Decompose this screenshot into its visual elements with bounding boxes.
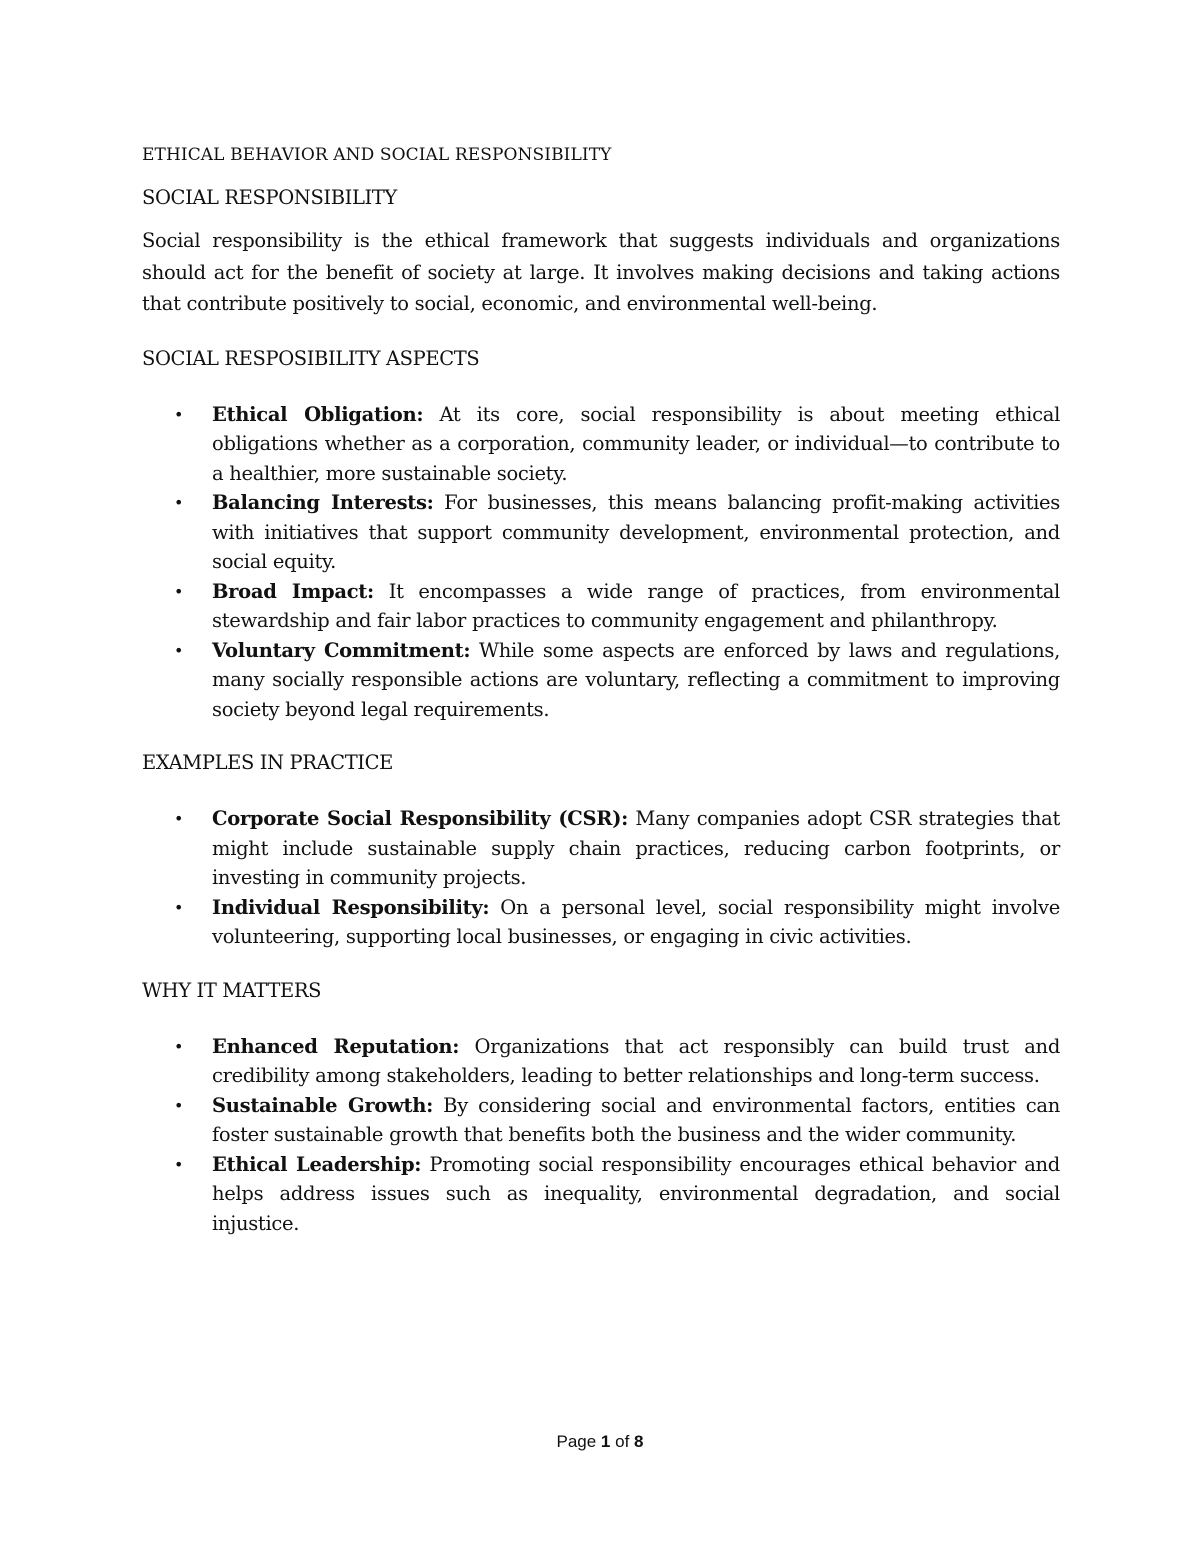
document-title: ETHICAL BEHAVIOR AND SOCIAL RESPONSIBILITY <box>142 145 612 165</box>
bullet-text: On a personal level, social responsibility might involve volunteering, supporting local businesses, or engaging in civic activities. <box>212 895 1060 948</box>
bullet-text: At its core, social responsibility is about meeting ethical obligations whether as a corporation, community leader, or individual—to contribute to a healthier, more sustainable society. <box>212 402 1061 485</box>
bullet-icon: • <box>174 493 184 512</box>
list-item <box>142 1032 1060 1091</box>
bullet-term: Corporate Social Responsibility (CSR): <box>212 807 629 830</box>
intro-paragraph: Social responsibility is the ethical framework that suggests individuals and organizations should act for the benefit of society at large. It involves making decisions and taking actions that contribute positively to social, economic, and environmental well-being. <box>142 229 1060 315</box>
section-heading-aspects: SOCIAL RESPOSIBILITY ASPECTS <box>142 346 480 370</box>
bullet-icon: • <box>174 1095 184 1115</box>
bullet-text: For businesses, this means balancing profit-making activities with initiatives that support community development, environmental protection, and social equity. <box>212 491 1060 573</box>
bullet-term: Individual Responsibility: <box>212 895 490 919</box>
list-item <box>142 636 1060 725</box>
list-item <box>142 1091 1060 1150</box>
list-item <box>142 400 1060 489</box>
bullet-text: Many companies adopt CSR strategies that might include sustainable supply chain practices, reducing carbon footprints, or investing in community projects. <box>212 807 1060 889</box>
list-item <box>142 577 1060 636</box>
footer-page-word: Page <box>556 1432 597 1451</box>
footer-of-word: of <box>615 1432 630 1451</box>
section-heading-why-it-matters: WHY IT MATTERS <box>142 978 322 1002</box>
document-page <box>142 140 1060 1238</box>
bullet-text: Promoting social responsibility encourages ethical behavior and helps address issues such as inequality, environmental degradation, and social injustice. <box>212 1152 1060 1235</box>
bullet-icon: • <box>174 1154 184 1174</box>
aspects-list <box>142 400 1060 725</box>
bullet-term: Voluntary Commitment: <box>212 638 471 662</box>
list-item <box>142 893 1060 952</box>
list-item <box>142 804 1060 893</box>
why-list <box>142 1032 1060 1239</box>
footer-page-total: 8 <box>634 1432 644 1451</box>
list-item <box>142 488 1060 577</box>
bullet-term: Sustainable Growth: <box>212 1093 434 1117</box>
bullet-text: It encompasses a wide range of practices, from environmental stewardship and fair labor practices to community engagement and philanthropy. <box>212 579 1060 632</box>
bullet-icon: • <box>174 640 184 660</box>
bullet-text: Organizations that act responsibly can build trust and credibility among stakeholders, leading to better relationships and long-term success. <box>212 1034 1061 1087</box>
bullet-text: While some aspects are enforced by laws and regulations, many socially responsible actions are voluntary, reflecting a commitment to improving society beyond legal requirements. <box>212 638 1060 721</box>
bullet-icon: • <box>174 897 184 917</box>
section-heading-social-responsibility: SOCIAL RESPONSIBILITY <box>142 186 397 209</box>
footer-page-number: 1 <box>600 1432 611 1451</box>
bullet-term: Ethical Leadership: <box>212 1152 422 1176</box>
page-footer <box>0 1432 1200 1452</box>
bullet-term: Ethical Obligation: <box>212 402 424 426</box>
bullet-text: By considering social and environmental factors, entities can foster sustainable growth that benefits both the business and the wider community. <box>212 1093 1060 1146</box>
bullet-term: Broad Impact: <box>212 579 374 603</box>
bullet-icon: • <box>174 809 184 828</box>
bullet-term: Enhanced Reputation: <box>212 1034 460 1058</box>
list-item <box>142 1150 1060 1239</box>
examples-list <box>142 804 1060 952</box>
bullet-icon: • <box>174 404 184 424</box>
bullet-icon: • <box>174 581 184 601</box>
bullet-term: Balancing Interests: <box>212 491 434 514</box>
section-heading-examples: EXAMPLES IN PRACTICE <box>142 751 393 774</box>
bullet-icon: • <box>174 1036 184 1056</box>
